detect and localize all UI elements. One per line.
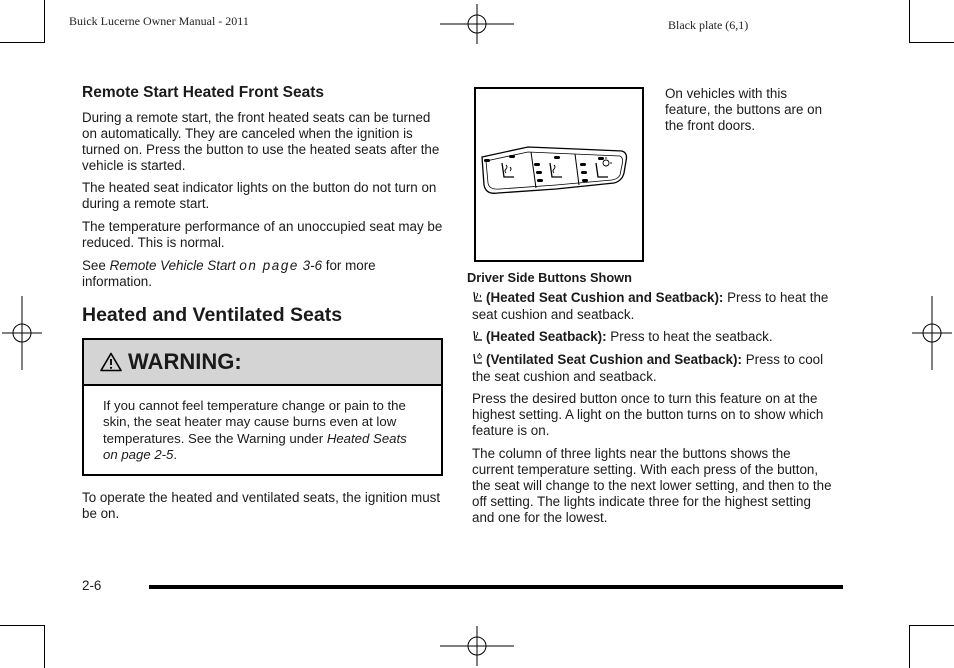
paragraph-remote-start: During a remote start, the front heated seats can be turned on automatically. They are canceled when the ignition is turned on. Press the button to use the heated seats after the vehicle is started. xyxy=(82,110,440,173)
see-reference xyxy=(82,258,444,290)
manual-title: Buick Lucerne Owner Manual - 2011 xyxy=(69,14,249,28)
section-title: Remote Start Heated Front Seats xyxy=(82,84,325,101)
warning-box xyxy=(82,338,443,476)
figure-caption: Driver Side Buttons Shown xyxy=(467,270,632,285)
left-paragraph xyxy=(82,490,444,522)
feature-label: (Heated Seatback): xyxy=(486,329,607,344)
figure-note: On vehicles with this feature, the buttons are on the front doors. xyxy=(665,86,823,133)
see-text: See xyxy=(82,258,106,273)
registration-mark-top xyxy=(440,4,514,44)
crop-mark xyxy=(44,625,45,668)
page-heading: Heated and Ventilated Seats xyxy=(82,304,343,326)
crop-mark xyxy=(44,0,45,42)
paragraph-press-button: Press the desired button once to turn this feature on at the highest setting. A light on the button turns on to show which feature is on. xyxy=(472,391,824,438)
right-paragraph xyxy=(472,391,832,439)
feature-item xyxy=(472,352,832,385)
crop-mark xyxy=(909,625,910,668)
feature-label: (Heated Seat Cushion and Seatback): xyxy=(486,290,724,305)
right-paragraph xyxy=(472,446,832,526)
remote-vehicle-start-link[interactable]: Remote Vehicle Start on page 3-6 xyxy=(109,258,323,273)
feature-description: Press to cool the seat cushion and seatback. xyxy=(472,352,824,384)
left-paragraph xyxy=(82,110,444,174)
paragraph-temperature: The temperature performance of an unoccupied seat may be reduced. This is normal. xyxy=(82,219,443,250)
feature-item xyxy=(472,329,832,346)
crop-mark xyxy=(909,0,910,42)
feature-description: Press to heat the seat cushion and seatback. xyxy=(472,290,829,322)
warning-text: If you cannot feel temperature change or pain to the skin, the seat heater may cause burns even at low temperatures. See the Warning under xyxy=(103,398,406,446)
crop-mark xyxy=(0,42,45,43)
feature-label: (Ventilated Seat Cushion and Seatback): xyxy=(486,352,742,367)
registration-mark-left xyxy=(2,296,42,370)
warning-triangle-icon xyxy=(100,352,122,372)
registration-mark-bottom xyxy=(440,626,514,666)
heated-seats-link[interactable]: Heated Seats on page 2-5 xyxy=(103,430,407,463)
seat-buttons-figure xyxy=(474,87,644,262)
paragraph-lights-column: The column of three lights near the buttons shows the current temperature setting. With each press of the button, the seat will change to the next lower setting, and then to the off setting. The lights indicate three for the highest setting and one for the lowest. xyxy=(472,446,832,525)
registration-mark-right xyxy=(912,296,952,370)
footer-rule xyxy=(149,585,843,589)
crop-mark xyxy=(909,625,954,626)
feature-item xyxy=(472,290,832,323)
door-seat-buttons-illustration xyxy=(476,89,642,260)
crop-mark xyxy=(909,42,954,43)
plate-label: Black plate (6,1) xyxy=(668,18,749,32)
heated-seat-cushion-seatback-icon xyxy=(472,291,483,307)
feature-description: Press to heat the seatback. xyxy=(610,329,773,344)
warning-body: If you cannot feel temperature change or pain to the skin, the seat heater may cause burns even at low temperatures. See the Warning under Heated Seats on page 2-5. xyxy=(103,398,407,463)
crop-mark xyxy=(0,625,45,626)
paragraph-indicator-lights: The heated seat indicator lights on the button do not turn on during a remote start. xyxy=(82,180,437,211)
heated-seatback-icon xyxy=(472,330,483,346)
ventilated-seat-icon xyxy=(472,353,483,369)
left-paragraph xyxy=(82,180,444,212)
warning-header xyxy=(84,340,441,386)
paragraph-ignition: To operate the heated and ventilated seats, the ignition must be on. xyxy=(82,490,441,521)
warning-title: WARNING: xyxy=(128,349,242,374)
left-paragraph xyxy=(82,219,444,251)
page-number: 2-6 xyxy=(82,578,102,593)
reference-end-text: for more information. xyxy=(82,258,376,289)
